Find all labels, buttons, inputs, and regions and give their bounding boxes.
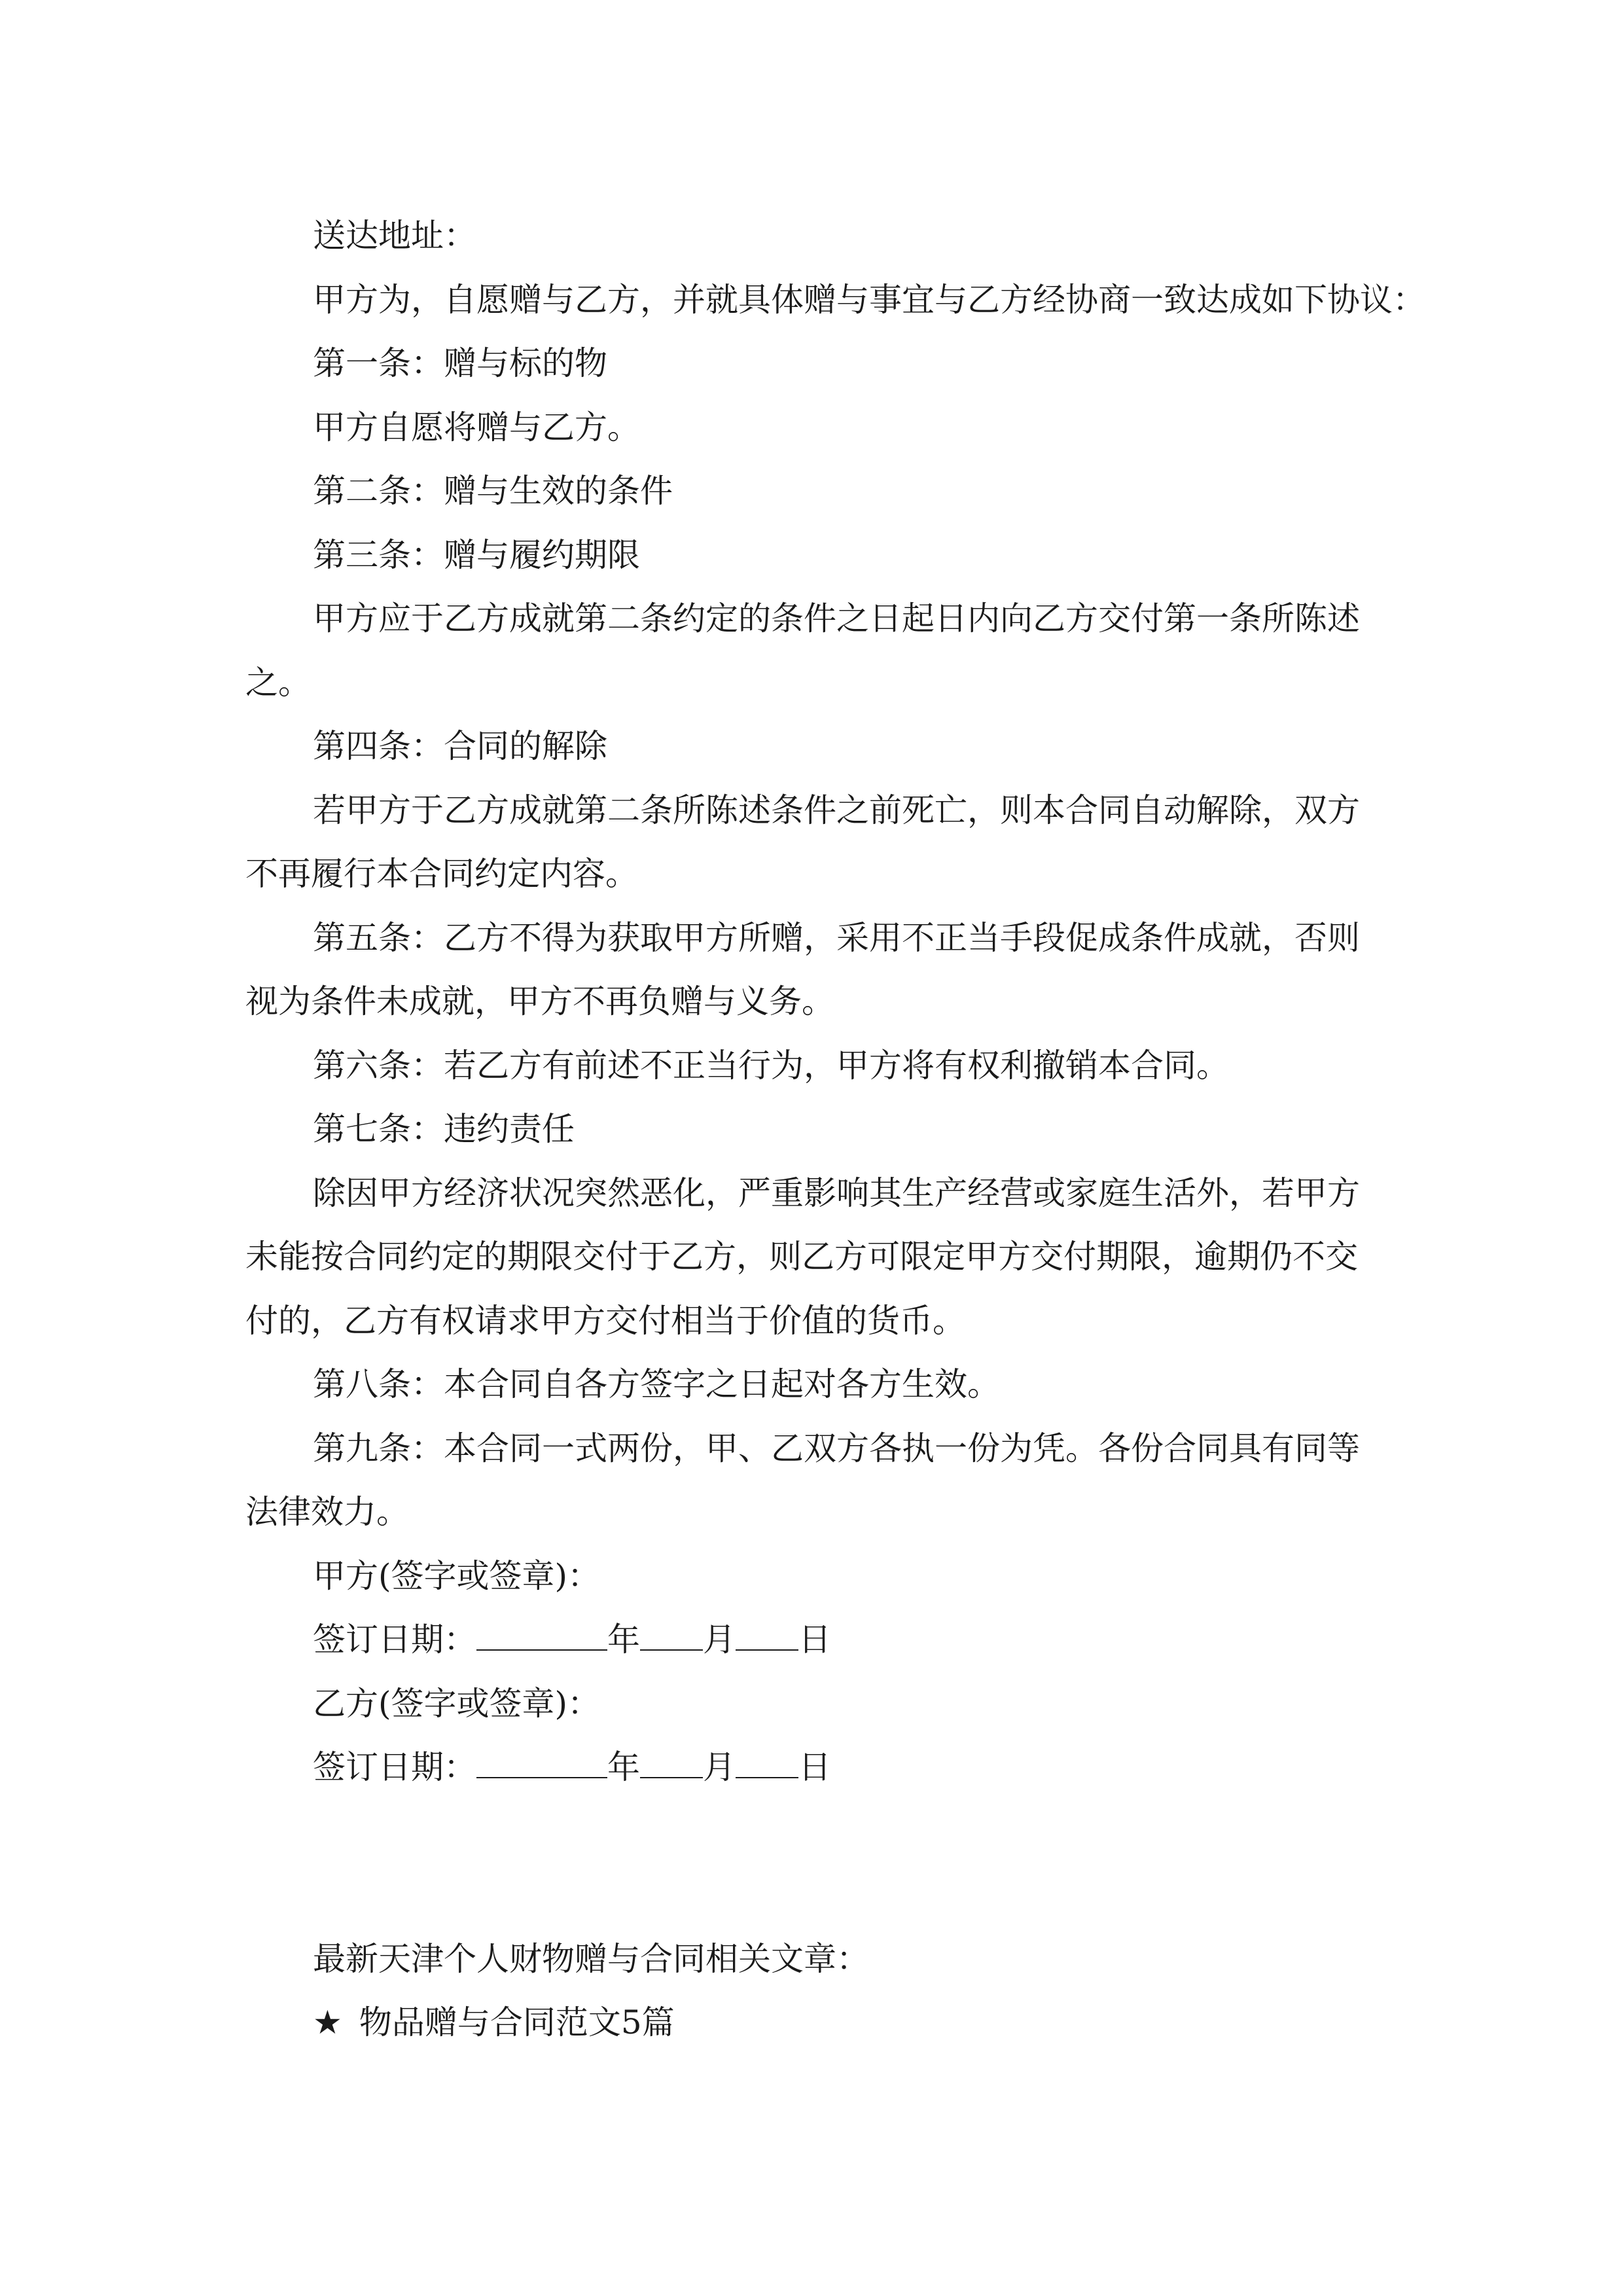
article-3-title: 第三条：赠与履约期限 xyxy=(313,535,640,574)
related-article-link[interactable]: 物品赠与合同范文5篇 xyxy=(359,2003,675,2041)
related-articles-heading: 最新天津个人财物赠与合同相关文章： xyxy=(313,1939,869,1978)
article-1-title: 第一条：赠与标的物 xyxy=(313,344,607,382)
year-blank[interactable] xyxy=(476,1743,607,1778)
day-label: 日 xyxy=(798,1621,831,1659)
day-blank[interactable] xyxy=(736,1743,798,1778)
party-b-signature-label: 乙方(签字或签章)： xyxy=(313,1684,601,1723)
intro-paragraph: 甲方为，自愿赠与乙方，并就具体赠与事宜与乙方经协商一致达成如下协议： xyxy=(313,280,1425,319)
article-9: 第九条：本合同一式两份，甲、乙双方各执一份为凭。各份合同具有同等法律效力。 xyxy=(245,1429,1360,1531)
article-8: 第八条：本合同自各方签字之日起对各方生效。 xyxy=(313,1365,1000,1403)
party-a-signature-label: 甲方(签字或签章)： xyxy=(313,1556,601,1595)
article-4-body: 若甲方于乙方成就第二条所陈述条件之前死亡，则本合同自动解除，双方不再履行本合同约定内容。 xyxy=(245,791,1360,893)
day-label: 日 xyxy=(798,1748,831,1786)
article-5: 第五条：乙方不得为获取甲方所赠，采用不正当手段促成条件成就，否则视为条件未成就，甲方不再负赠与义务。 xyxy=(245,918,1360,1020)
date-label: 签订日期： xyxy=(313,1748,476,1786)
article-7-body: 除因甲方经济状况突然恶化，严重影响其生产经营或家庭生活外，若甲方未能按合同约定的期限交付于乙方，则乙方可限定甲方交付期限，逾期仍不交付的，乙方有权请求甲方交付相当于价值的货币。 xyxy=(245,1174,1360,1340)
section-gap xyxy=(245,1800,1378,1928)
day-blank[interactable] xyxy=(736,1615,798,1651)
article-2-title: 第二条：赠与生效的条件 xyxy=(313,472,673,510)
star-icon: ★ xyxy=(313,2003,342,2041)
month-label: 月 xyxy=(703,1621,736,1659)
address-label: 送达地址： xyxy=(313,217,476,255)
year-label: 年 xyxy=(607,1748,640,1786)
date-label: 签订日期： xyxy=(313,1621,476,1659)
article-7-title: 第七条：违约责任 xyxy=(313,1110,575,1148)
year-blank[interactable] xyxy=(476,1615,607,1651)
document-body xyxy=(245,204,1425,2055)
related-article-item[interactable] xyxy=(245,1991,1378,2055)
article-6: 第六条：若乙方有前述不正当行为，甲方将有权利撤销本合同。 xyxy=(313,1046,1229,1085)
article-1-body: 甲方自愿将赠与乙方。 xyxy=(313,408,640,446)
month-blank[interactable] xyxy=(640,1743,703,1778)
month-label: 月 xyxy=(703,1748,736,1786)
party-a-date-line xyxy=(245,1608,1378,1672)
article-4-title: 第四条：合同的解除 xyxy=(313,727,607,765)
year-label: 年 xyxy=(607,1621,640,1659)
article-3-body: 甲方应于乙方成就第二条约定的条件之日起日内向乙方交付第一条所陈述之。 xyxy=(245,600,1360,702)
month-blank[interactable] xyxy=(640,1615,703,1651)
party-b-date-line xyxy=(245,1736,1378,1800)
